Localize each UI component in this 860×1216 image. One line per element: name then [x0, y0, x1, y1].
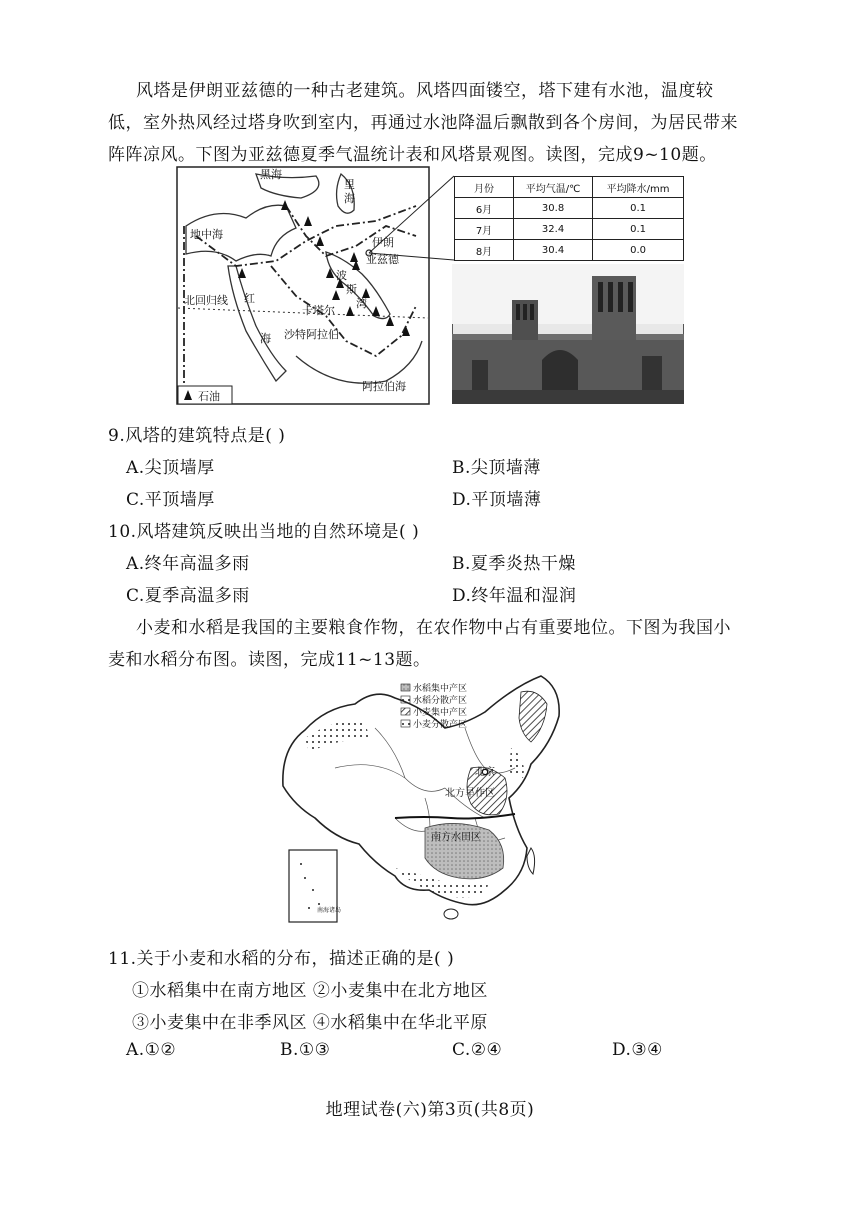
table-row	[455, 219, 684, 240]
cell-precip: 0.1	[593, 219, 684, 240]
cell-month: 7月	[455, 219, 514, 240]
label-caspian-2: 海	[344, 192, 355, 205]
q11-statement-1: ①水稻集中在南方地区 ②小麦集中在北方地区	[132, 981, 488, 1001]
label-iran: 伊朗	[372, 236, 394, 249]
passage1-line3: 阵阵凉风。下图为亚兹德夏季气温统计表和风塔景观图。读图，完成9~10题。	[108, 145, 717, 165]
cell-month: 8月	[455, 240, 514, 261]
q11-stem: 11.关于小麦和水稻的分布，描述正确的是( )	[108, 949, 455, 969]
q10-option-d[interactable]: D.终年温和湿润	[452, 586, 577, 606]
page-footer: 地理试卷(六)第3页(共8页)	[325, 1100, 535, 1120]
climate-table	[454, 176, 684, 261]
q11-option-c[interactable]: C.②④	[452, 1040, 503, 1060]
q10-option-b[interactable]: B.夏季炎热干燥	[452, 554, 576, 574]
table-row	[455, 240, 684, 261]
label-south-paddy: 南方水田区	[431, 832, 481, 843]
cell-temp: 30.4	[514, 240, 593, 261]
cell-precip: 0.1	[593, 198, 684, 219]
label-black-sea: 黑海	[260, 168, 282, 181]
windtower-photo	[452, 264, 684, 404]
passage2-line2: 麦和水稻分布图。读图，完成11~13题。	[108, 650, 431, 670]
q10-option-c[interactable]: C.夏季高温多雨	[126, 586, 250, 606]
label-qatar: 卡塔尔	[302, 304, 335, 317]
q9-option-a[interactable]: A.尖顶墙厚	[126, 458, 215, 478]
cell-temp: 32.4	[514, 219, 593, 240]
q10-option-a[interactable]: A.终年高温多雨	[126, 554, 250, 574]
q9-option-d[interactable]: D.平顶墙薄	[452, 490, 542, 510]
legend-wheat-scattered: 小麦分散产区	[413, 720, 468, 730]
label-si: 斯	[346, 283, 357, 296]
passage2-line1: 小麦和水稻是我国的主要粮食作物，在农作物中占有重要地位。下图为我国小	[136, 618, 731, 638]
legend-oil-label: 石油	[198, 390, 220, 403]
cell-temp: 30.8	[514, 198, 593, 219]
legend-rice-scattered: 水稻分散产区	[413, 696, 468, 706]
passage1-line1: 风塔是伊朗亚兹德的一种古老建筑。风塔四面镂空，塔下建有水池，温度较	[136, 81, 714, 101]
label-arabian-sea: 阿拉伯海	[362, 380, 406, 393]
label-hong: 红	[244, 292, 255, 305]
legend-rice-concentrated: 水稻集中产区	[413, 684, 468, 694]
q11-statement-2: ③小麦集中在非季风区 ④水稻集中在华北平原	[132, 1013, 488, 1033]
table-header-month: 月份	[455, 177, 514, 198]
q11-option-a[interactable]: A.①②	[126, 1040, 177, 1060]
passage1-line2: 低，室外热风经过塔身吹到室内，再通过水池降温后飘散到各个房间，为居民带来	[108, 113, 738, 133]
table-row	[455, 198, 684, 219]
label-saudi: 沙特阿拉伯	[284, 328, 339, 341]
label-north-dryland: 北方旱作区	[445, 788, 495, 799]
label-caspian-1: 里	[344, 178, 355, 191]
label-south-sea-islands: 南海诸岛	[317, 907, 342, 914]
figure-windtower	[176, 166, 686, 406]
label-bo: 波	[336, 269, 347, 282]
q11-option-b[interactable]: B.①③	[280, 1040, 331, 1060]
q10-stem: 10.风塔建筑反映出当地的自然环境是( )	[108, 522, 420, 542]
table-header-temp: 平均气温/℃	[514, 177, 593, 198]
figure-china-crops	[275, 668, 565, 930]
label-mediterranean: 地中海	[190, 228, 223, 241]
q9-option-c[interactable]: C.平顶墙厚	[126, 490, 215, 510]
label-beijing: 北京	[475, 767, 495, 778]
legend-wheat-concentrated: 小麦集中产区	[413, 708, 468, 718]
label-yazd: 亚兹德	[366, 253, 399, 266]
q11-option-d[interactable]: D.③④	[612, 1040, 663, 1060]
q9-option-b[interactable]: B.尖顶墙薄	[452, 458, 541, 478]
label-wan: 湾	[356, 297, 367, 310]
china-crop-map	[275, 668, 565, 930]
label-hai: 海	[260, 332, 271, 345]
cell-precip: 0.0	[593, 240, 684, 261]
cell-month: 6月	[455, 198, 514, 219]
q9-stem: 9.风塔的建筑特点是( )	[108, 426, 286, 446]
table-header-precip: 平均降水/mm	[593, 177, 684, 198]
label-tropic: 北回归线	[184, 294, 228, 307]
